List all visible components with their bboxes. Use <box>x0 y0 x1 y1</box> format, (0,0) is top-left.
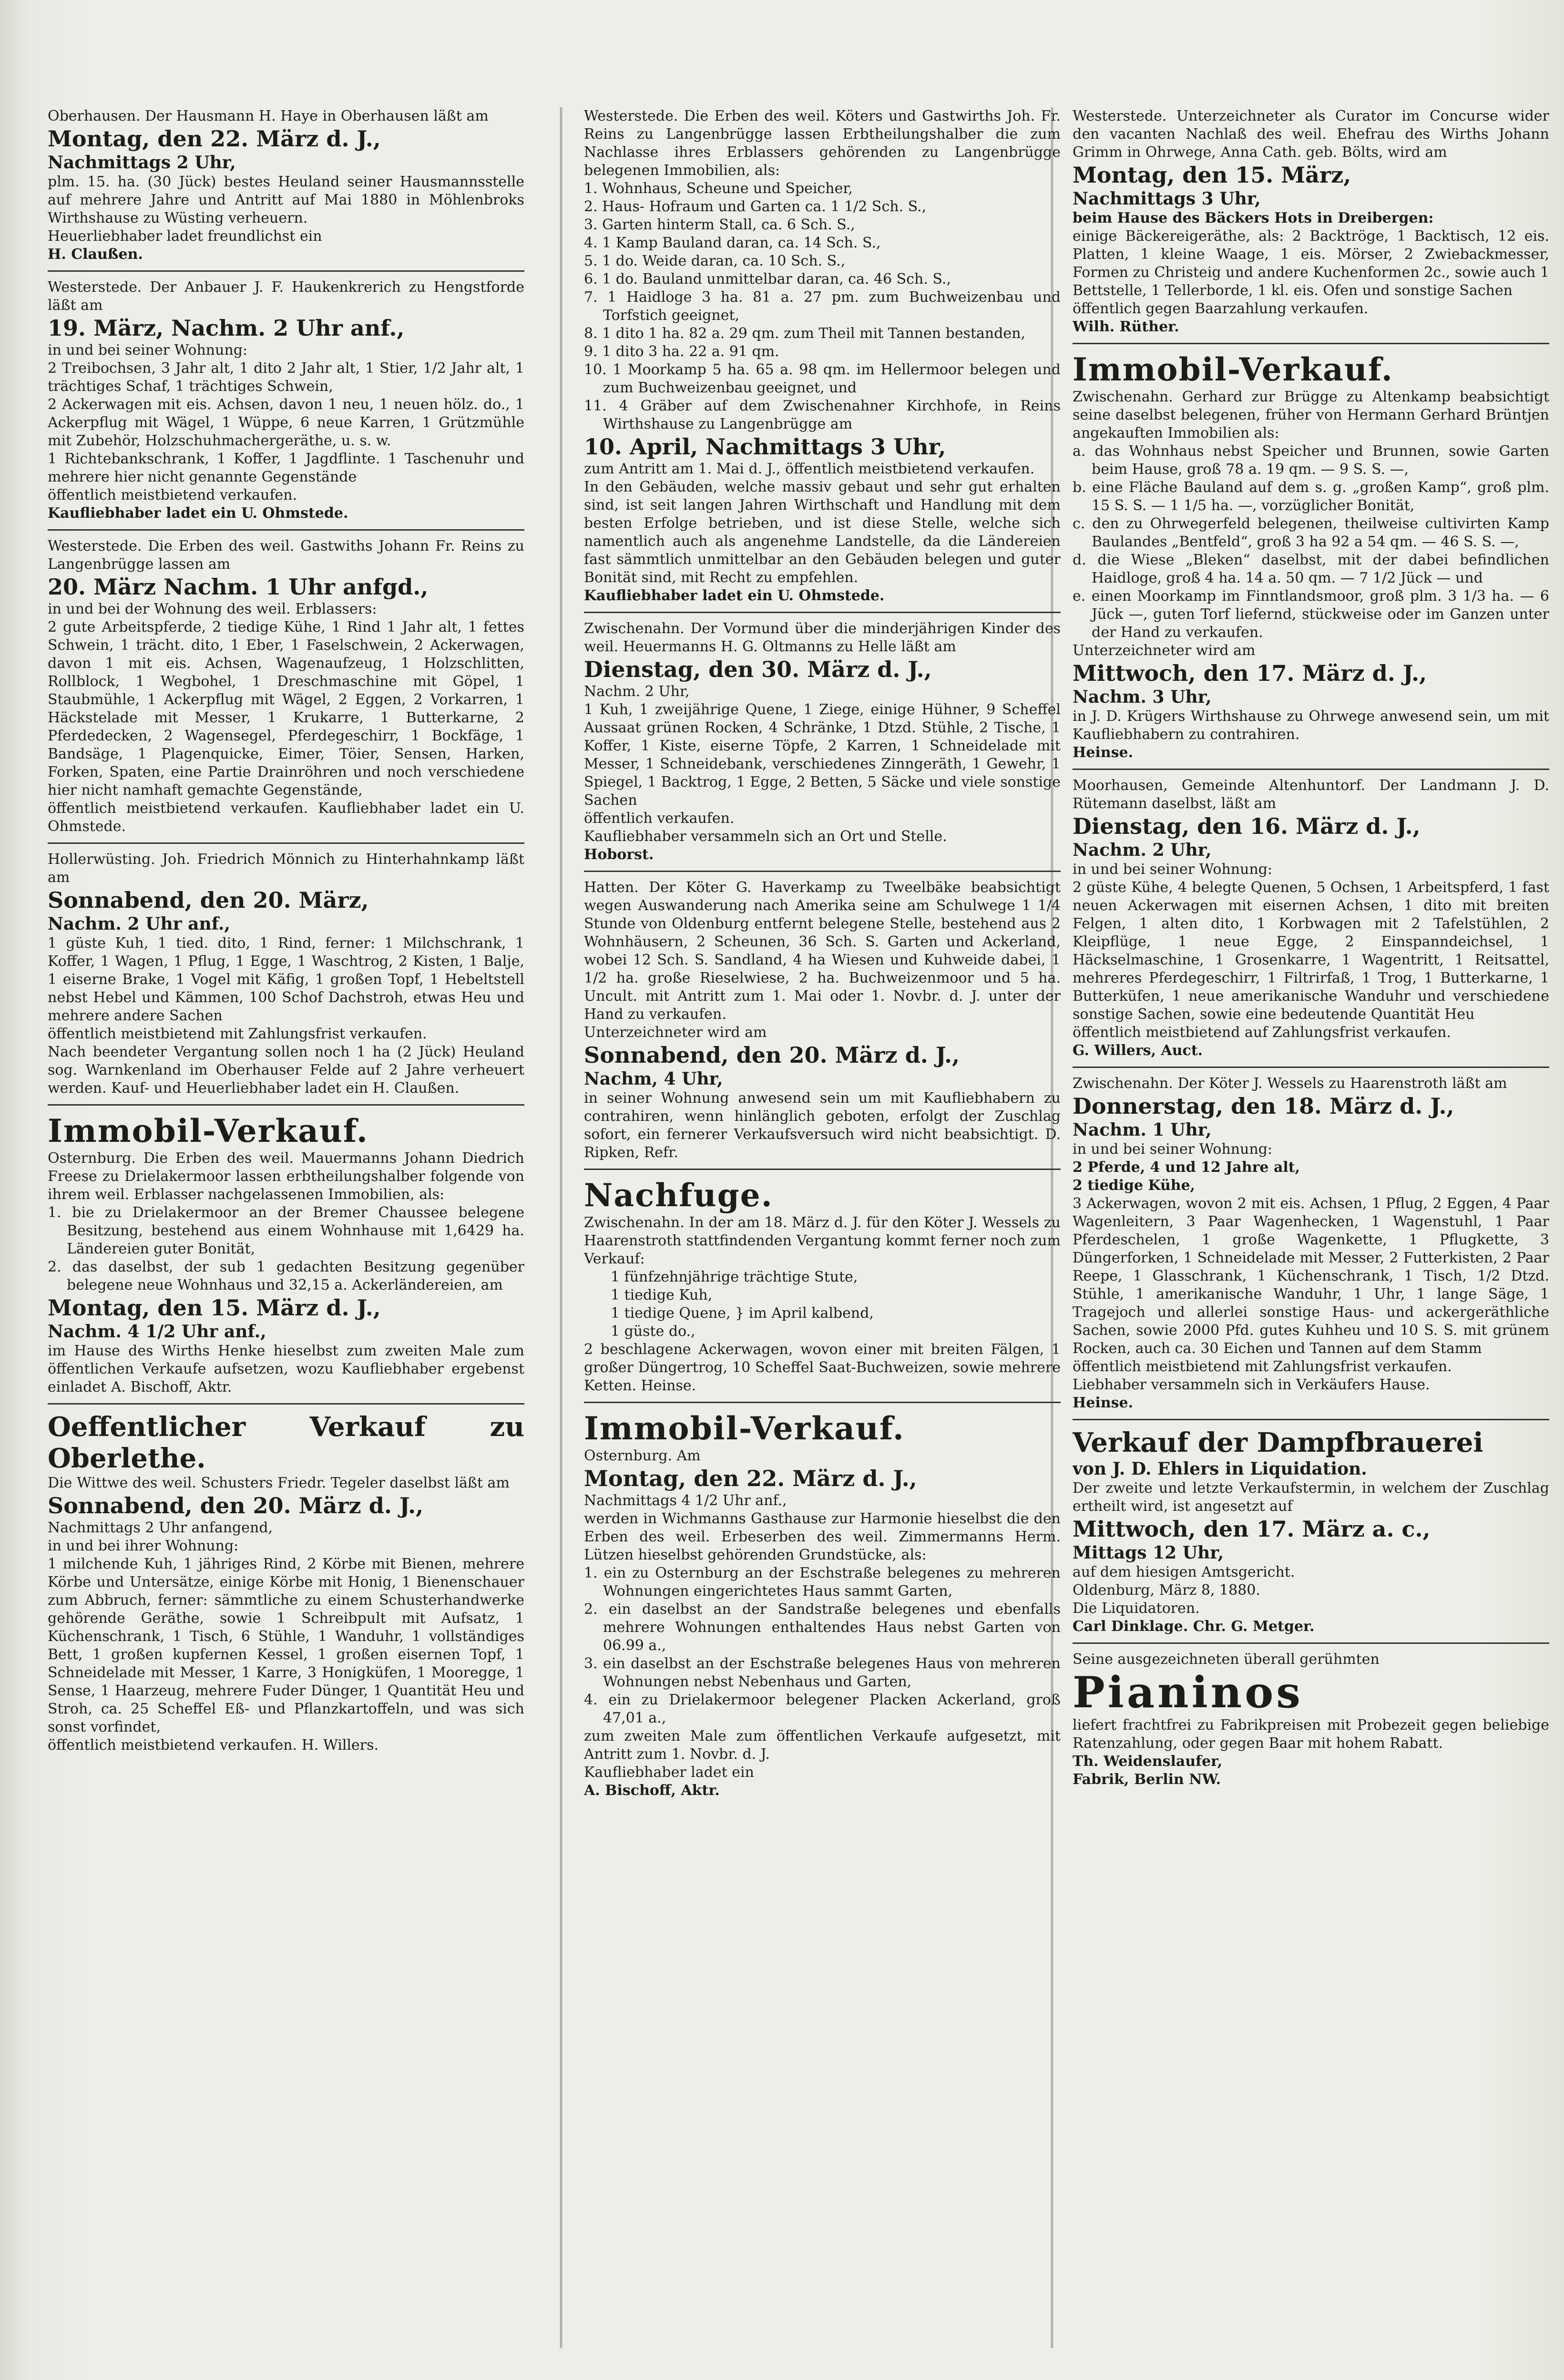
ad-separator <box>48 529 524 531</box>
advertisement <box>1073 107 1549 344</box>
ad-line: Zwischenahn. Gerhard zur Brügge zu Altenkamp beabsichtigt seine daselbst belegenen, früher von Hermann Gerhard Brüntjen angekauften Immobilien als: <box>1073 389 1549 441</box>
ad-line: 1 tiedige Kuh, <box>611 1287 713 1303</box>
advertisement <box>584 879 1061 1170</box>
advertisement <box>1073 1427 1549 1644</box>
ad-line: Zwischenahn. Der Vormund über die minderjährigen Kinder des weil. Heuermanns H. G. Oltmanns zu Helle läßt am <box>584 620 1061 655</box>
ad-line: in und bei seiner Wohnung: <box>1073 861 1273 878</box>
ad-line: Pianinos <box>1073 1667 1303 1718</box>
ad-line: 10. 1 Moorkamp 5 ha. 65 a. 98 qm. im Hellermoor belegen und zum Buchweizenbau geeignet, und <box>584 361 1061 396</box>
ad-line: e. einen Moorkamp im Finntlandsmoor, groß plm. 3 1/3 ha. — 6 Jück —, guten Torf liefernd, stückweise oder im Ganzen unter der Hand zu verkaufen. <box>1073 588 1549 641</box>
advertisement <box>1073 351 1549 770</box>
ad-separator <box>584 871 1061 872</box>
ad-line: 1 fünfzehnjährige trächtige Stute, <box>611 1269 858 1285</box>
ad-line: 10. April, Nachmittags 3 Uhr, <box>584 434 946 460</box>
ad-line: c. den zu Ohrwegerfeld belegenen, theilweise cultivirten Kamp Baulandes „Bentfeld“, groß 3 ha 92 a 54 qm. — 46 S. S. —, <box>1073 515 1549 550</box>
ad-line: Nachmittags 2 Uhr anfangend, <box>48 1519 273 1536</box>
ad-separator <box>1073 1419 1549 1420</box>
ad-separator <box>1073 1067 1549 1068</box>
ad-line: Nachm, 4 Uhr, <box>584 1069 723 1089</box>
ad-line: 2 güste Kühe, 4 belegte Quenen, 5 Ochsen, 1 Arbeitspferd, 1 fast neuen Ackerwagen mit eisernen Achsen, 1 dito mit breiten Felgen, 1 alten dito, 1 Korbwagen mit 2 Tafelstühlen, 2 Kleipflüge, 1 neue Egge, 2 Einspanndeichsel, 1 Häckselmaschine, 1 Grosenkarre, 1 Wagentritt, 1 Reitsattel, mehreres Pferdegeschirr, 1 Filtrirfaß, 1 Trog, 1 Butterkarne, 1 Butterküfen, 1 neue amerikanische Wanduhr und verschiedene sonstige Sachen, sowie eine bedeutende Quantität Heu <box>1073 879 1549 1023</box>
ad-line: Mittwoch, den 17. März a. c., <box>1073 1516 1431 1542</box>
ad-line: 1. bie zu Drielakermoor an der Bremer Chaussee belegene Besitzung, bestehend aus einem Wohnhause mit 1,6429 ha. Ländereien guter Bonität, <box>48 1204 524 1257</box>
ad-line: Westerstede. Unterzeichneter als Curator im Concurse wider den vacanten Nachlaß des weil. Ehefrau des Wirths Johann Grimm in Ohrwege, Anna Cath. geb. Bölts, wird am <box>1073 108 1549 161</box>
advertisement <box>48 1112 524 1405</box>
ad-line: Nachmittags 4 1/2 Uhr anf., <box>584 1492 787 1509</box>
ad-line: Montag, den 15. März, <box>1073 162 1351 188</box>
ad-line: 2 Treibochsen, 3 Jahr alt, 1 dito 2 Jahr alt, 1 Stier, 1/2 Jahr alt, 1 trächtiges Schaf, 1 trächtiges Schwein, <box>48 360 524 395</box>
advertisement <box>48 107 524 272</box>
ad-line: Kaufliebhaber ladet ein U. Ohmstede. <box>48 505 348 522</box>
ad-line: Dienstag, den 16. März d. J., <box>1073 813 1421 839</box>
ad-line: G. Willers, Auct. <box>1073 1042 1203 1059</box>
ad-line: von J. D. Ehlers in Liquidation. <box>1073 1459 1367 1479</box>
ad-line: öffentlich meistbietend auf Zahlungsfrist verkaufen. <box>1073 1024 1451 1041</box>
ad-line: Oldenburg, März 8, 1880. <box>1073 1582 1260 1599</box>
ad-separator <box>584 1402 1061 1403</box>
ad-line: 1 milchende Kuh, 1 jähriges Rind, 2 Körbe mit Bienen, mehrere Körbe und Untersätze, einige Körbe mit Honig, 1 Bienenschauer zum Abbruch, ferner: sämmtliche zu einem Schusterhandwerke gehörende Geräthe, sowie 1 Schreibpult mit Aufsatz, 1 Küchenschrank, 1 Tisch, 6 Stühle, 1 Wanduhr, 1 vollständiges Bett, 1 großen kupfernen Kessel, 1 großen eisernen Topf, 1 Schneidelade mit Messer, 1 Karre, 3 Honigküfen, 1 Mooregge, 1 Sense, 1 Haarzeug, mehrere Fuder Dünger, 1 Quantität Heu und Stroh, ca. 25 Scheffel Eß- und Pflanzkartoffeln, und was sich sonst vorfindet, <box>48 1556 524 1735</box>
ad-line: 1. Wohnhaus, Scheune und Speicher, <box>584 180 853 197</box>
ad-line: 1 Kuh, 1 zweijährige Quene, 1 Ziege, einige Hühner, 9 Scheffel Aussaat grünen Rocken, 4 Schränke, 1 Dtzd. Stühle, 2 Tische, 1 Koffer, 1 Kiste, eiserne Töpfe, 2 Karren, 1 Schneidelade mit Messer, 1 Schneidebank, verschiedenes Zinngeräth, 1 Gewehr, 1 Spiegel, 1 Backtrog, 1 Egge, 2 Betten, 5 Säcke und viele sonstige Sachen <box>584 701 1061 809</box>
ad-line: Moorhausen, Gemeinde Altenhuntorf. Der Landmann J. D. Rütemann daselbst, läßt am <box>1073 777 1549 812</box>
ad-line: Carl Dinklage. Chr. G. Metger. <box>1073 1618 1315 1635</box>
ad-line: zum zweiten Male zum öffentlichen Verkaufe aufgesetzt, mit Antritt zum 1. Novbr. d. J. <box>584 1728 1061 1763</box>
ad-line: Die Wittwe des weil. Schusters Friedr. Tegeler daselbst läßt am <box>48 1475 510 1491</box>
ad-line: 1 güste do., <box>611 1323 695 1340</box>
ad-line: öffentlich gegen Baarzahlung verkaufen. <box>1073 300 1369 317</box>
column-divider <box>560 107 562 2348</box>
advertisement <box>48 537 524 844</box>
advertisement <box>584 620 1061 872</box>
ad-separator <box>584 1169 1061 1170</box>
ad-line: 4. ein zu Drielakermoor belegener Placken Ackerland, groß 47,01 a., <box>584 1692 1061 1726</box>
ad-line: Nachm. 2 Uhr, <box>584 683 690 700</box>
ad-line: Montag, den 15. März d. J., <box>48 1295 381 1321</box>
ad-separator <box>48 842 524 844</box>
ad-line: Donnerstag, den 18. März d. J., <box>1073 1093 1454 1119</box>
ad-line: Fabrik, Berlin NW. <box>1073 1771 1221 1788</box>
ad-line: 2. Haus- Hofraum und Garten ca. 1 1/2 Sch. S., <box>584 198 927 215</box>
ad-line: öffentlich meistbietend mit Zahlungsfrist verkaufen. <box>1073 1358 1452 1375</box>
ad-line: d. die Wiese „Bleken“ daselbst, mit der dabei befindlichen Haidloge, groß 4 ha. 14 a. 50 qm. — 7 1/2 Jück — und <box>1073 552 1549 586</box>
column-1 <box>48 107 524 2348</box>
ad-line: zum Antritt am 1. Mai d. J., öffentlich meistbietend verkaufen. <box>584 461 1035 477</box>
ad-line: 2 Pferde, 4 und 12 Jahre alt, <box>1073 1159 1300 1176</box>
ad-line: 3 Ackerwagen, wovon 2 mit eis. Achsen, 1 Pflug, 2 Eggen, 4 Paar Wagenleitern, 3 Paar Wagenhecken, 1 Wagenstuhl, 1 Paar Pferdeschelen, 1 große Wagenkette, 1 Pflugkette, 3 Düngerforken, 1 Schneidelade mit Messer, 2 Futterkisten, 2 Paar Reepe, 1 Glasschrank, 1 Küchenschrank, 1 Tisch, 1/2 Dtzd. Stühle, 1 amerikanische Wanduhr, 1 Uhr, 1 lange Säge, 1 Tragejoch und allerlei sonstige Haus- und ackergeräthliche Sachen, sowie 2000 Pfd. gutes Kuhheu und 10 S. S. mit grünem Rocken, auch ca. 30 Eichen und Tannen auf dem Stamm <box>1073 1195 1549 1357</box>
ad-line: 2 gute Arbeitspferde, 2 tiedige Kühe, 1 Rind 1 Jahr alt, 1 fettes Schwein, 1 trächt. dito, 1 Eber, 1 Faselschwein, 2 Ackerwagen, davon 1 mit eis. Achsen, Wagenaufzeug, 1 Holzschlitten, Rollblock, 1 Wegbohel, 1 Dreschmaschine mit Göpel, 1 Staubmühle, 1 Ackerpflug mit Wägel, 2 Eggen, 2 Vorkarren, 1 Häckstelade mit Messer, 1 Krukarre, 1 Butterkarne, 2 Pferdedecken, 2 Wagensegel, Pferdegeschirr, 1 Bockfäge, 1 Bandsäge, 1 Plagenquicke, Eimer, Töier, Sensen, Harken, Forken, Spaten, eine Partie Drainröhren und noch verschiedene hier nicht namhaft gemachte Gegenstände, <box>48 619 524 799</box>
ad-line: Nachmittags 3 Uhr, <box>1073 189 1261 209</box>
ad-separator <box>1073 769 1549 770</box>
ad-line: öffentlich meistbietend mit Zahlungsfrist verkaufen. <box>48 1026 427 1042</box>
ad-line: 20. März Nachm. 1 Uhr anfgd., <box>48 574 429 600</box>
ad-line: werden in Wichmanns Gasthause zur Harmonie hieselbst die den Erben des weil. Erbeserben des weil. Zimmermanns Herm. Lützen hieselbst gehörenden Grundstücke, als: <box>584 1510 1061 1563</box>
ad-line: Nachm. 2 Uhr, <box>1073 840 1212 860</box>
ad-line: Nach beendeter Vergantung sollen noch 1 ha (2 Jück) Heuland sog. Warnkenland im Oberhauser Felde auf 2 Jahre verheuert werden. Kauf- und Heuerliebhaber ladet ein H. Claußen. <box>48 1044 524 1097</box>
ad-line: Westerstede. Die Erben des weil. Köters und Gastwirths Joh. Fr. Reins zu Langenbrügge lassen Erbtheilungshalber die zum Nachlasse ihres Erblassers gehörenden zu Langenbrügge belegenen Immobilien, als: <box>584 108 1061 179</box>
advertisement <box>48 278 524 531</box>
ad-line: Dienstag, den 30. März d. J., <box>584 657 932 682</box>
ad-line: Th. Weidenslaufer, <box>1073 1753 1223 1770</box>
ad-line: plm. 15. ha. (30 Jück) bestes Heuland seiner Hausmannsstelle auf mehrere Jahre und Antritt auf Mai 1880 in Möhlenbroks Wirthshause zu Wüsting verheuern. <box>48 174 524 226</box>
ad-line: in und bei der Wohnung des weil. Erblassers: <box>48 601 377 617</box>
ad-line: Unterzeichneter wird am <box>1073 642 1256 659</box>
ad-line: Hollerwüsting. Joh. Friedrich Mönnich zu Hinterhahnkamp läßt am <box>48 851 524 886</box>
ad-line: Nachm. 4 1/2 Uhr anf., <box>48 1322 266 1342</box>
ad-separator <box>1073 1642 1549 1644</box>
ad-line: 19. März, Nachm. 2 Uhr anf., <box>48 315 405 341</box>
ad-line: öffentlich meistbietend verkaufen. <box>48 487 297 503</box>
ad-line: Hoborst. <box>584 846 654 863</box>
ad-line: Westerstede. Die Erben des weil. Gastwiths Johann Fr. Reins zu Langenbrügge lassen am <box>48 538 524 573</box>
ad-line: 2 beschlagene Ackerwagen, wovon einer mit breiten Fälgen, 1 großer Düngertrog, 10 Scheffel Saat-Buchweizen, sowie mehrere Ketten. Heinse. <box>584 1341 1061 1394</box>
ad-line: einige Bäckereigeräthe, als: 2 Backtröge, 1 Backtisch, 12 eis. Platten, 1 kleine Waage, 1 eis. Mörser, 2 Zwiebackmesser, Formen zu Christeig und andere Kuchenformen 2c., sowie auch 1 Bettstelle, 1 Tellerborde, 1 kl. eis. Ofen und sonstige Sachen <box>1073 228 1549 299</box>
ad-line: Mittwoch, den 17. März d. J., <box>1073 660 1427 686</box>
ad-line: 3. Garten hinterm Stall, ca. 6 Sch. S., <box>584 216 855 233</box>
advertisement <box>1073 777 1549 1068</box>
advertisement <box>584 107 1061 613</box>
ad-separator <box>48 270 524 272</box>
ad-line: Osternburg. Die Erben des weil. Mauermanns Johann Diedrich Freese zu Drielakermoor lassen erbtheilungshalber folgende von ihrem weil. Erblasser nachgelassenen Immobilien, als: <box>48 1150 524 1203</box>
ad-line: Liebhaber versammeln sich in Verkäufers Hause. <box>1073 1376 1430 1393</box>
ad-separator <box>1073 343 1549 344</box>
ad-line: 2 tiedige Kühe, <box>1073 1177 1196 1194</box>
ad-line: in J. D. Krügers Wirthshause zu Ohrwege anwesend sein, um mit Kaufliebhabern zu contrahiren. <box>1073 708 1549 743</box>
column-2 <box>584 107 1061 2348</box>
advertisement <box>48 851 524 1106</box>
ad-line: beim Hause des Bäckers Hots in Dreibergen: <box>1073 210 1434 226</box>
ad-line: Heinse. <box>1073 1395 1134 1411</box>
ad-line: Immobil-Verkauf. <box>584 1410 905 1447</box>
ad-line: 2 Ackerwagen mit eis. Achsen, davon 1 neu, 1 neuen hölz. do., 1 Ackerpflug mit Wägel, 1 Wüppe, 6 neue Karren, 1 Grützmühle mit Zubehör, Holzschuhmachergeräthe, u. s. w. <box>48 396 524 449</box>
ad-line: Oeffentlicher Verkauf zu Oberlethe. <box>48 1411 524 1474</box>
ad-line: in und bei seiner Wohnung: <box>1073 1141 1273 1158</box>
ad-line: 1 tiedige Quene, } im April kalbend, <box>611 1305 874 1322</box>
ad-line: 4. 1 Kamp Bauland daran, ca. 14 Sch. S., <box>584 235 881 251</box>
advertisement <box>48 1411 524 1754</box>
ad-line: Sonnabend, den 20. März d. J., <box>48 1493 424 1518</box>
ad-line: auf dem hiesigen Amtsgericht. <box>1073 1564 1295 1580</box>
ad-line: 1 güste Kuh, 1 tied. dito, 1 Rind, ferner: 1 Milchschrank, 1 Koffer, 1 Wagen, 1 Pflug, 1 Egge, 1 Waschtrog, 2 Kisten, 1 Balje, 1 eiserne Brake, 1 Vogel mit Käfig, 1 großen Topf, 1 Hebeltstell nebst Hebel und Kämmen, 100 Schof Dachstroh, etwas Heu und mehrere andere Sachen <box>48 935 524 1024</box>
ad-line: Montag, den 22. März d. J., <box>584 1466 917 1491</box>
ad-line: in und bei ihrer Wohnung: <box>48 1538 239 1554</box>
ad-line: liefert frachtfrei zu Fabrikpreisen mit Probezeit gegen beliebige Ratenzahlung, oder gegen Baar mit hohem Rabatt. <box>1073 1717 1549 1752</box>
ad-line: 1 Richtebankschrank, 1 Koffer, 1 Jagdflinte. 1 Taschenuhr und mehrere hier nicht genannte Gegenstände <box>48 451 524 485</box>
ad-line: Kaufliebhaber versammeln sich an Ort und Stelle. <box>584 828 947 845</box>
ad-line: Mittags 12 Uhr, <box>1073 1543 1224 1563</box>
ad-line: Unterzeichneter wird am <box>584 1024 767 1041</box>
ad-line: Sonnabend, den 20. März d. J., <box>584 1042 960 1068</box>
ad-line: b. eine Fläche Bauland auf dem s. g. „großen Kamp“, groß plm. 15 S. S. — 1 1/5 ha. —, vorzüglicher Bonität, <box>1073 479 1549 514</box>
ad-line: 7. 1 Haidloge 3 ha. 81 a. 27 pm. zum Buchweizenbau und Torfstich geeignet, <box>584 289 1061 324</box>
ad-line: Nachmittags 2 Uhr, <box>48 153 236 173</box>
ad-line: öffentlich meistbietend verkaufen. H. Willers. <box>48 1737 379 1754</box>
ad-line: Seine ausgezeichneten überall gerühmten <box>1073 1651 1380 1668</box>
ad-line: Zwischenahn. Der Köter J. Wessels zu Haarenstroth läßt am <box>1073 1075 1507 1092</box>
ad-line: 1. ein zu Osternburg an der Eschstraße belegenes zu mehreren Wohnungen eingerichtetes Haus sammt Garten, <box>584 1565 1061 1600</box>
ad-line: 2. ein daselbst an der Sandstraße belegenes und ebenfalls mehrere Wohnungen enthaltendes Haus nebst Garten von 06.99 a., <box>584 1601 1061 1654</box>
advertisement <box>584 1410 1061 1800</box>
ad-line: Immobil-Verkauf. <box>48 1112 368 1149</box>
ad-line: Die Liquidatoren. <box>1073 1600 1200 1617</box>
ad-line: Nachm. 1 Uhr, <box>1073 1120 1212 1140</box>
advertisement <box>1073 1075 1549 1420</box>
ad-line: Oberhausen. Der Hausmann H. Haye in Oberhausen läßt am <box>48 108 489 124</box>
ad-line: Verkauf der Dampfbrauerei <box>1073 1427 1483 1458</box>
ad-line: Sonnabend, den 20. März, <box>48 887 369 913</box>
ad-line: öffentlich verkaufen. <box>584 810 735 827</box>
ad-line: H. Claußen. <box>48 246 143 263</box>
ad-line: Kaufliebhaber ladet ein <box>584 1764 754 1781</box>
ad-line: Der zweite und letzte Verkaufstermin, in welchem der Zuschlag ertheilt wird, ist angesetzt auf <box>1073 1480 1549 1515</box>
column-3 <box>1073 107 1549 2348</box>
ad-separator <box>48 1104 524 1106</box>
advertisement <box>584 1177 1061 1403</box>
ad-line: A. Bischoff, Aktr. <box>584 1782 720 1799</box>
ad-line: 9. 1 dito 3 ha. 22 a. 91 qm. <box>584 343 779 360</box>
advertisement <box>1073 1651 1549 1789</box>
ad-line: 6. 1 do. Bauland unmittelbar daran, ca. 46 Sch. S., <box>584 271 951 287</box>
ad-line: Immobil-Verkauf. <box>1073 351 1393 388</box>
ad-line: 8. 1 dito 1 ha. 82 a. 29 qm. zum Theil mit Tannen bestanden, <box>584 325 1026 342</box>
ad-line: 11. 4 Gräber auf dem Zwischenahner Kirchhofe, in Reins Wirthshause zu Langenbrügge am <box>584 398 1061 432</box>
ad-line: Nachm. 3 Uhr, <box>1073 687 1212 707</box>
ad-separator <box>48 1403 524 1405</box>
ad-line: Heinse. <box>1073 744 1134 761</box>
ad-line: Nachfuge. <box>584 1177 773 1214</box>
ad-line: in und bei seiner Wohnung: <box>48 342 248 359</box>
ad-line: Kaufliebhaber ladet ein U. Ohmstede. <box>584 587 885 604</box>
ad-line: Montag, den 22. März d. J., <box>48 126 381 152</box>
ad-line: Westerstede. Der Anbauer J. F. Haukenkrerich zu Hengstforde läßt am <box>48 279 524 314</box>
ad-line: Heuerliebhaber ladet freundlichst ein <box>48 228 322 245</box>
ad-line: Zwischenahn. In der am 18. März d. J. für den Köter J. Wessels zu Haarenstroth stattfindenden Vergantung kommt ferner noch zum Verkauf: <box>584 1214 1061 1267</box>
ad-line: Wilh. Rüther. <box>1073 318 1179 335</box>
ad-line: 2. das daselbst, der sub 1 gedachten Besitzung gegenüber belegene neue Wohnhaus und 32,15 a. Ackerländereien, am <box>48 1259 524 1293</box>
ad-line: Nachm. 2 Uhr anf., <box>48 914 230 934</box>
ad-line: 5. 1 do. Weide daran, ca. 10 Sch. S., <box>584 253 846 269</box>
ad-line: In den Gebäuden, welche massiv gebaut und sehr gut erhalten sind, ist seit langen Jahren Wirthschaft und Handlung mit dem besten Erfolge betrieben, und ist diese Stelle, welche sich namentlich auch als angenehme Landstelle, da die Ländereien fast sämmtlich unmittelbar an den Gebäuden belegen und guter Bonität sind, mit Recht zu empfehlen. <box>584 479 1061 586</box>
ad-line: öffentlich meistbietend verkaufen. Kaufliebhaber ladet ein U. Ohmstede. <box>48 800 524 835</box>
ad-line: Hatten. Der Köter G. Haverkamp zu Tweelbäke beabsichtigt wegen Auswanderung nach Amerika seine am Schulwege 1 1/4 Stunde von Oldenburg entfernt belegene Stelle, bestehend aus 2 Wohnhäusern, 2 Scheunen, 36 Sch. S. Garten und Ackerland, wobei 12 Sch. S. Sandland, 4 ha Wiesen und Kuhweide dabei, 1 1/2 ha. große Rieselwiese, 2 ha. Buchweizenmoor und 5 ha. Uncult. mit Antritt zum 1. Mai oder 1. Novbr. d. J. unter der Hand zu verkaufen. <box>584 879 1061 1023</box>
ad-line: im Hause des Wirths Henke hieselbst zum zweiten Male zum öffentlichen Verkaufe aufsetzen, wozu Kaufliebhaber ergebenst einladet A. Bischoff, Aktr. <box>48 1343 524 1395</box>
ad-line: 3. ein daselbst an der Eschstraße belegenes Haus von mehreren Wohnungen nebst Nebenhaus und Garten, <box>584 1655 1061 1690</box>
ad-line: Osternburg. Am <box>584 1447 701 1464</box>
ad-separator <box>584 612 1061 613</box>
ad-line: a. das Wohnhaus nebst Speicher und Brunnen, sowie Garten beim Hause, groß 78 a. 19 qm. — 9 S. S. —, <box>1073 443 1549 478</box>
ad-line: in seiner Wohnung anwesend sein um mit Kaufliebhabern zu contrahiren, wenn hinlänglich geboten, erfolgt der Zuschlag sofort, ein fernerer Verkaufsversuch wird nicht beabsichtigt. D. Ripken, Refr. <box>584 1090 1061 1161</box>
